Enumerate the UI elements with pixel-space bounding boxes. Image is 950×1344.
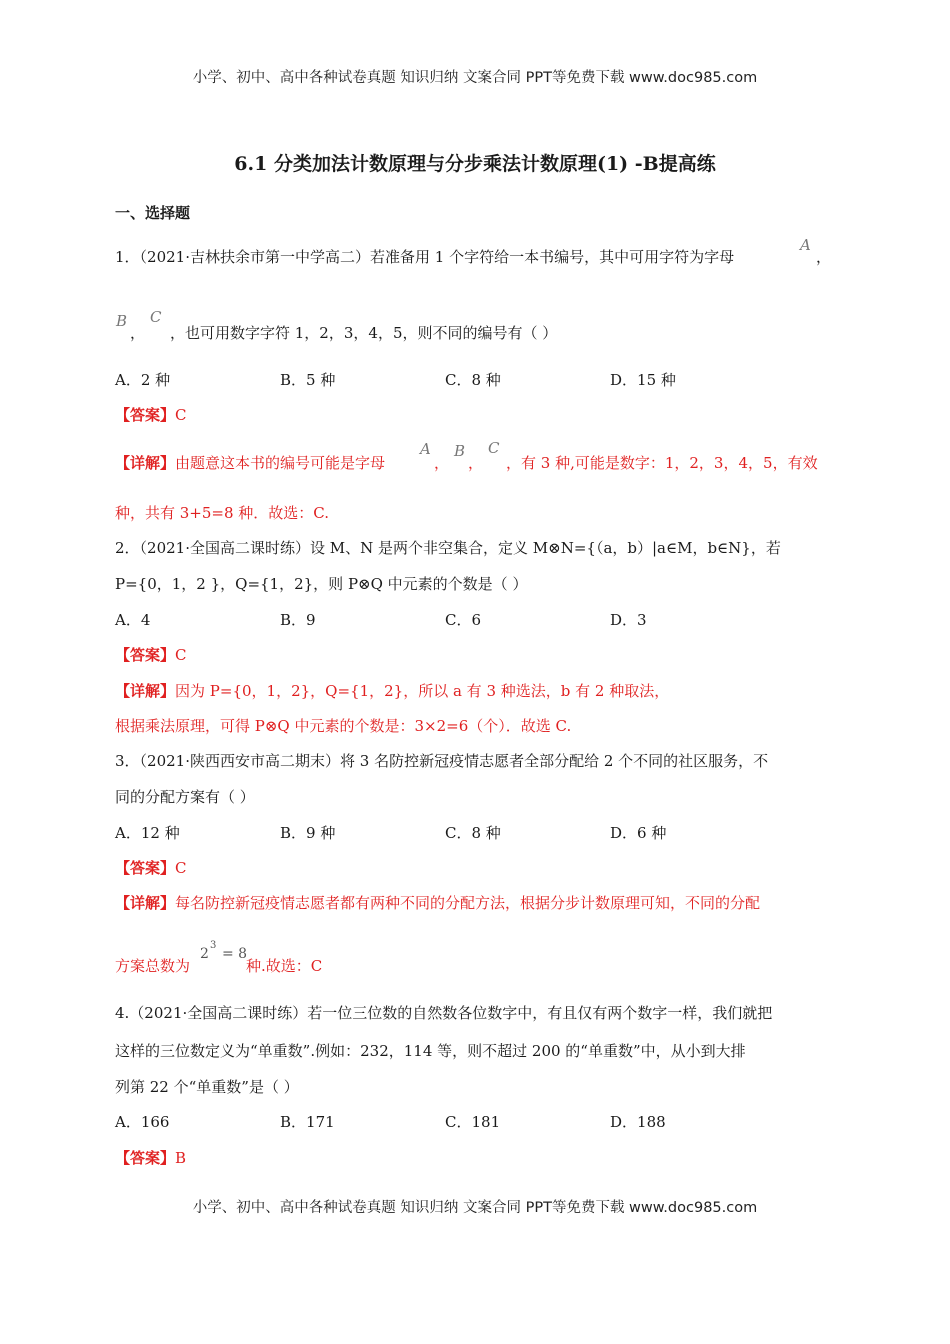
q3-math-equals: = 8	[222, 946, 248, 962]
q1-option-b: B．5 种	[280, 371, 336, 389]
q1-detail-text-b: ，有 3 种,可能是数字：1，2，3，4，5，有效	[506, 454, 818, 472]
q4-option-b: B．171	[280, 1113, 335, 1131]
q2-detail-line1	[115, 681, 669, 701]
q4-stem-line3: 列第 22 个“单重数”是（ ）	[115, 1078, 299, 1096]
q1-detail-line2: 种，共有 3+5=8 种．故选：C.	[115, 504, 330, 522]
page-footer: 小学、初中、高中各种试卷真题 知识归纳 文案合同 PPT等免费下载 www.doc985.com	[192, 1200, 758, 1216]
q1-detail-var-b: B	[454, 442, 466, 460]
q3-option-d: D．6 种	[610, 824, 667, 842]
detail-label: 【详解】	[115, 682, 176, 700]
q1-detail-var-c: C	[488, 439, 500, 457]
q3-detail-line2-a: 方案总数为	[115, 957, 191, 975]
q3-answer	[115, 858, 187, 878]
q1-detail-line1	[115, 453, 385, 473]
page-title: 6.1 分类加法计数原理与分步乘法计数原理(1) -B提高练	[234, 153, 716, 175]
q1-stem-line2: ，也可用数字字符 1，2，3，4，5，则不同的编号有（ ）	[170, 324, 558, 342]
answer-label: 【答案】	[115, 406, 176, 424]
answer-label: 【答案】	[115, 859, 176, 877]
q3-detail-line1	[115, 893, 760, 913]
q2-detail-text: 因为 P={0，1，2}，Q={1，2}，所以 a 有 3 种选法，b 有 2 种取法，	[175, 682, 670, 700]
q2-option-a: A．4	[115, 611, 151, 629]
q4-option-d: D．188	[610, 1113, 666, 1131]
q1-option-a: A．2 种	[115, 371, 171, 389]
q1-var-c: C	[150, 308, 162, 326]
q3-detail-text: 每名防控新冠疫情志愿者都有两种不同的分配方法，根据分步计数原理可知，不同的分配	[175, 894, 761, 912]
answer-label: 【答案】	[115, 1149, 176, 1167]
q1-comma: ，	[816, 248, 832, 266]
q3-stem-line1: 3．（2021·陕西西安市高二期末）将 3 名防控新冠疫情志愿者全部分配给 2 个不同的社区服务，不	[115, 752, 769, 770]
q1-var-a: A	[800, 236, 811, 254]
page-header: 小学、初中、高中各种试卷真题 知识归纳 文案合同 PPT等免费下载 www.doc985.com	[192, 70, 758, 86]
q2-answer	[115, 645, 187, 665]
section-heading: 一、选择题	[115, 204, 191, 222]
q3-option-a: A．12 种	[115, 824, 180, 842]
detail-label: 【详解】	[115, 894, 176, 912]
q2-stem-line2: P={0，1，2 }，Q={1，2}，则 P⊗Q 中元素的个数是（ ）	[115, 575, 528, 593]
q3-detail-line2-b: 种.故选：C	[246, 957, 323, 975]
q2-option-d: D．3	[610, 611, 647, 629]
q4-option-a: A．166	[115, 1113, 170, 1131]
q3-answer-value: C	[175, 859, 187, 877]
q1-var-b: B	[116, 312, 128, 330]
q3-math-base: 2	[200, 946, 209, 962]
q4-stem-line2: 这样的三位数定义为“单重数”.例如：232，114 等，则不超过 200 的“单重数”中，从小到大排	[115, 1042, 746, 1060]
q1-comma-2: ，	[130, 324, 146, 342]
q1-detail-var-a: A	[420, 440, 431, 458]
q4-option-c: C．181	[445, 1113, 501, 1131]
q1-answer-value: C	[175, 406, 187, 424]
q4-stem-line1: 4.（2021·全国高二课时练）若一位三位数的自然数各位数字中，有且仅有两个数字一样，我们就把	[115, 1004, 773, 1022]
q1-detail-comma: ，	[434, 454, 450, 472]
q1-option-d: D．15 种	[610, 371, 676, 389]
q3-stem-line2: 同的分配方案有（ ）	[115, 788, 255, 806]
q3-option-b: B．9 种	[280, 824, 336, 842]
q1-stem-line1: 1．（2021·吉林扶余市第一中学高二）若准备用 1 个字符给一本书编号，其中可用字符为字母	[115, 248, 735, 266]
q4-answer	[115, 1148, 186, 1168]
q1-detail-comma-2: ，	[468, 454, 484, 472]
q1-detail-text-a: 由题意这本书的编号可能是字母	[175, 454, 386, 472]
q2-option-c: C．6	[445, 611, 482, 629]
q1-option-c: C．8 种	[445, 371, 501, 389]
q2-answer-value: C	[175, 646, 187, 664]
q2-stem-line1: 2．（2021·全国高二课时练）设 M、N 是两个非空集合，定义 M⊗N={（a，b）|a∈M，b∈N}，若	[115, 539, 781, 557]
q3-math-exponent: 3	[210, 940, 217, 951]
q2-detail-line2: 根据乘法原理，可得 P⊗Q 中元素的个数是：3×2=6（个）．故选 C.	[115, 717, 572, 735]
q4-answer-value: B	[175, 1149, 187, 1167]
q1-answer	[115, 405, 187, 425]
detail-label: 【详解】	[115, 454, 176, 472]
q3-option-c: C．8 种	[445, 824, 501, 842]
answer-label: 【答案】	[115, 646, 176, 664]
q2-option-b: B．9	[280, 611, 316, 629]
